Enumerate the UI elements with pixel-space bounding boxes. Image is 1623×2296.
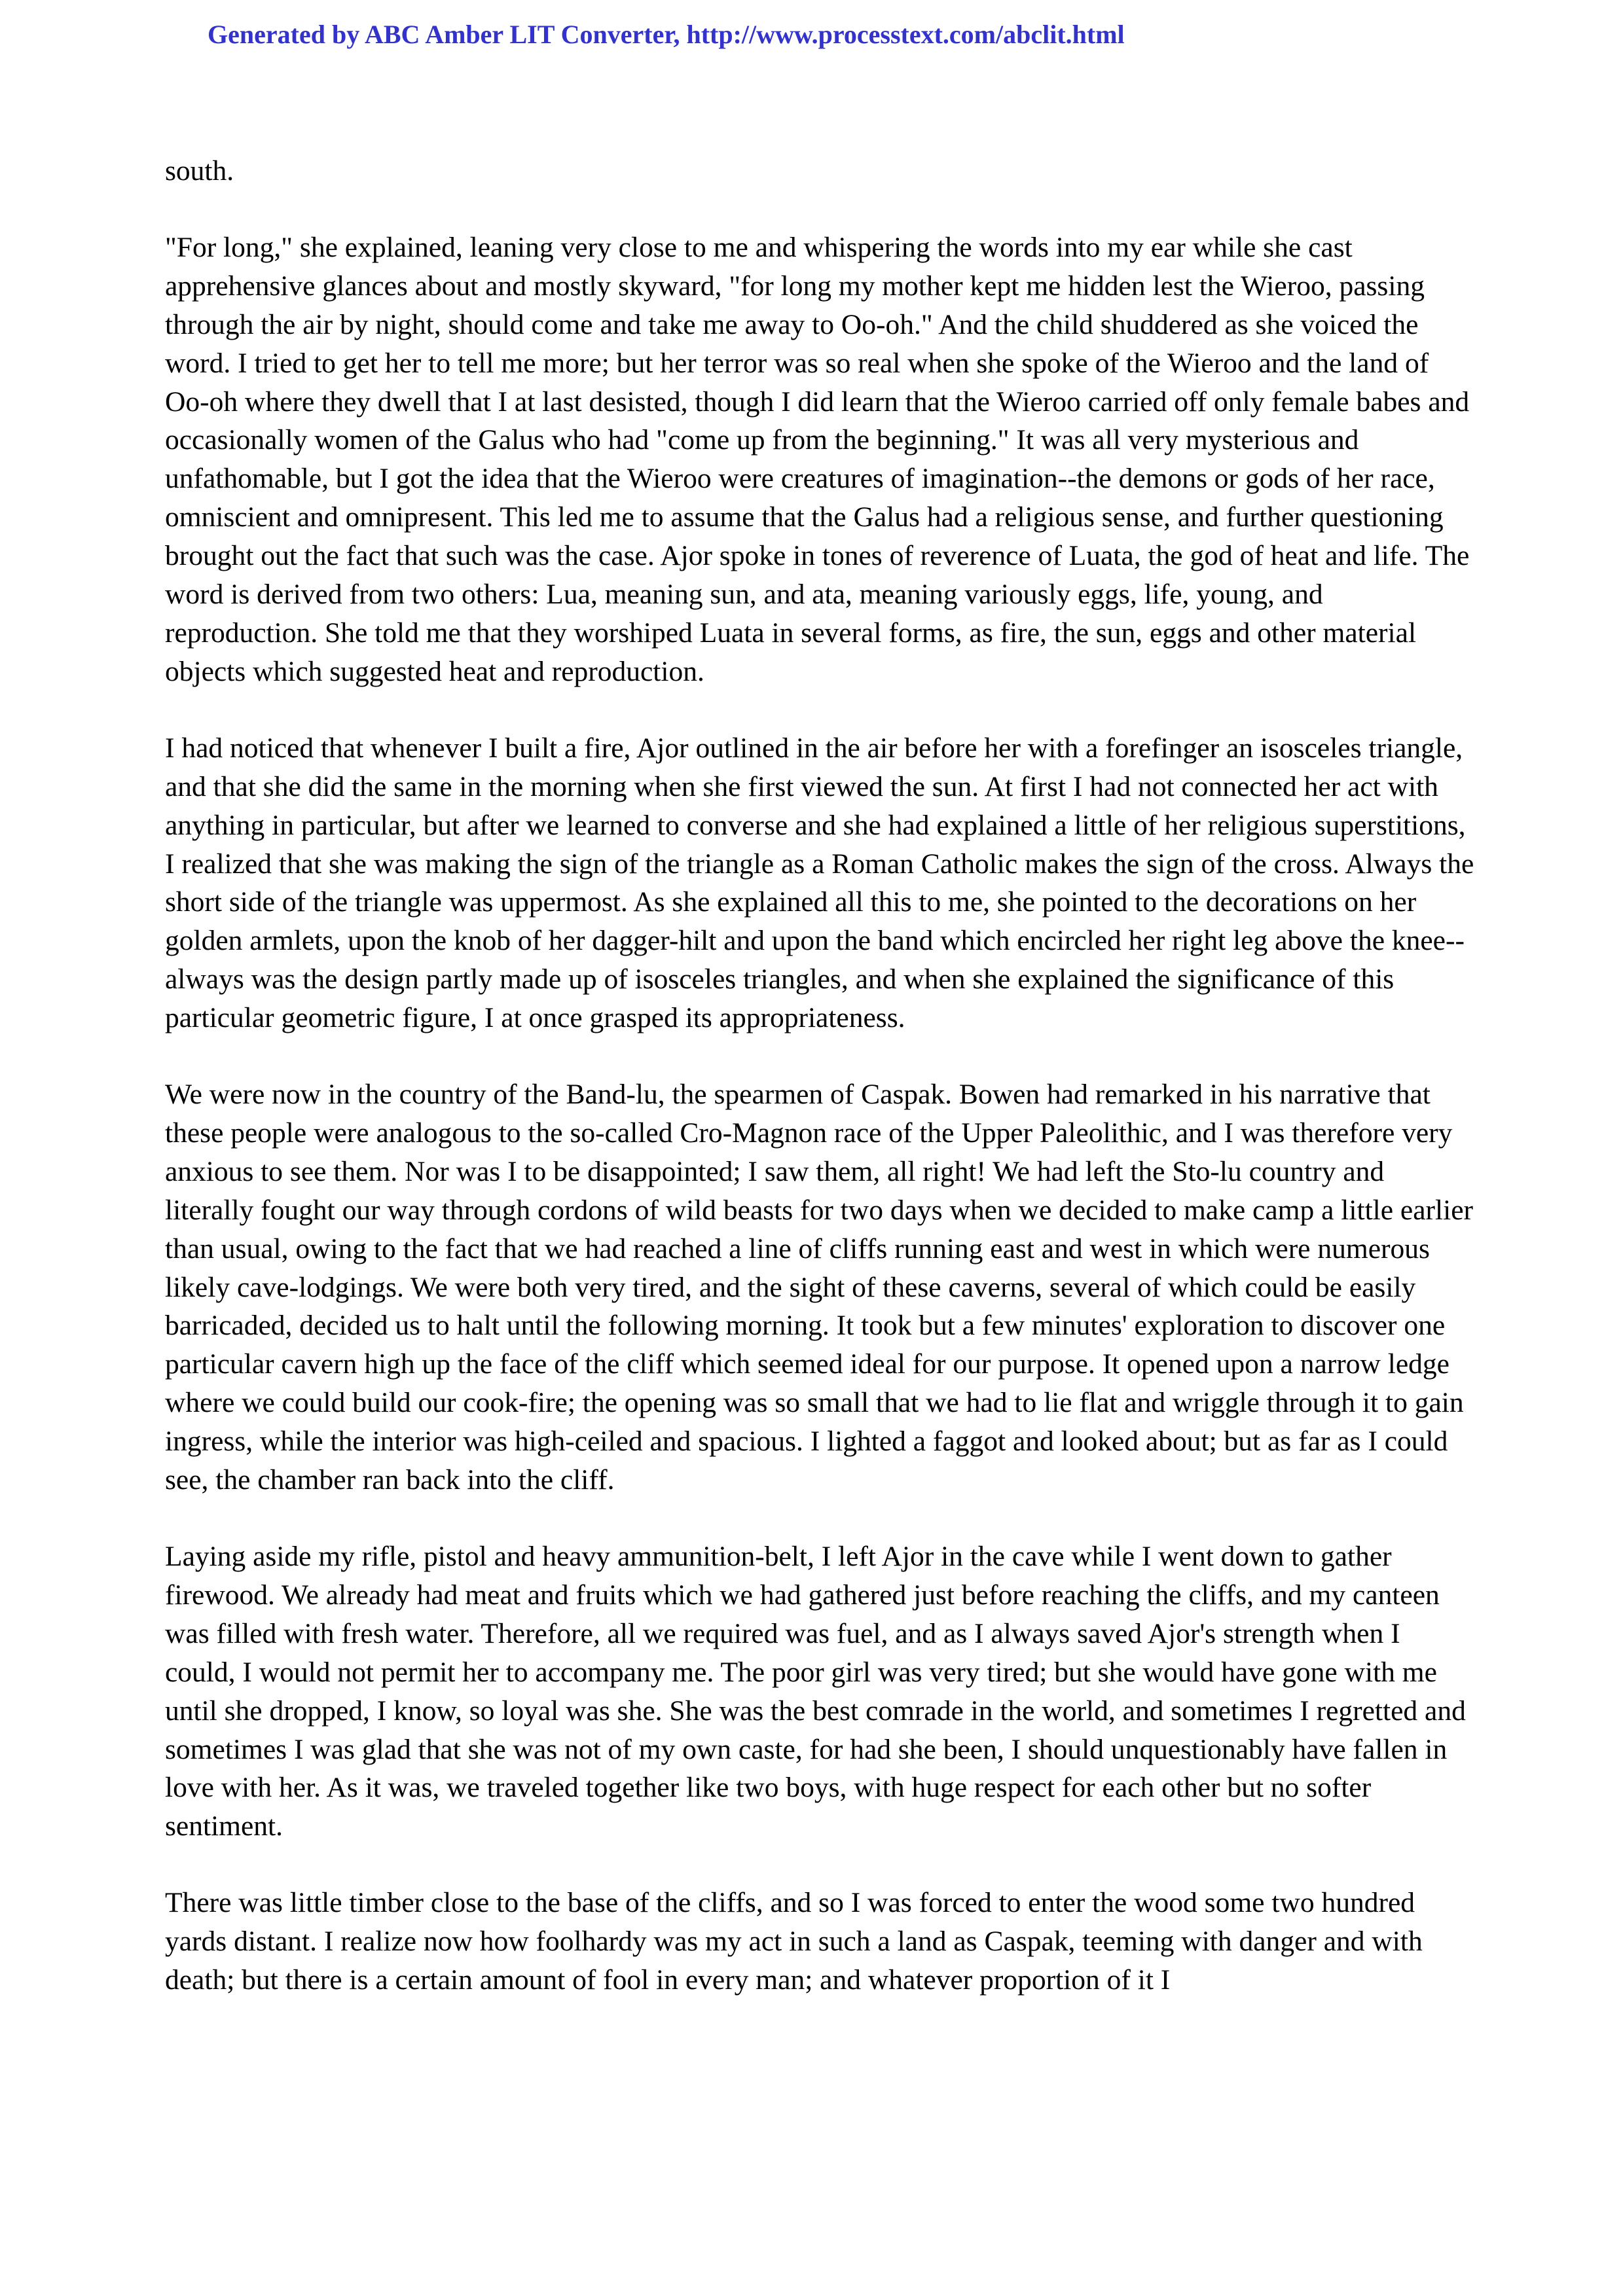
paragraph-5: Laying aside my rifle, pistol and heavy ammunition-belt, I left Ajor in the cave while I went down to gather firewood. We already had meat and fruits which we had gathered just before reaching the cliffs, and my canteen was filled with fresh water. Therefore, all we required was fuel, and as I always saved Ajor's strength when I could, I would not permit her to accompany me. The poor girl was very tired; but she would have gone with me until she dropped, I know, so loyal was she. She was the best comrade in the world, and sometimes I regretted and sometimes I was glad that she was not of my own caste, for had she been, I should unquestionably have fallen in love with her. As it was, we traveled together like two boys, with huge respect for each other but no softer sentiment. <box>165 1541 1466 1842</box>
paragraph-1: south. <box>165 155 234 187</box>
paragraph-3: I had noticed that whenever I built a fire, Ajor outlined in the air before her with a forefinger an isosceles triangle, and that she did the same in the morning when she first viewed the sun. At first I had not connected her act with anything in particular, but after we learned to converse and she had explained a little of her religious superstitions, I realized that she was making the sign of the triangle as a Roman Catholic makes the sign of the cross. Always the short side of the triangle was uppermost. As she explained all this to me, she pointed to the decorations on her golden armlets, upon the knob of her dagger-hilt and upon the band which encircled her right leg above the knee--always was the design partly made up of isosceles triangles, and when she explained the significance of this particular geometric figure, I at once grasped its appropriateness. <box>165 732 1474 1034</box>
document-body <box>165 152 1474 2000</box>
paragraph-6: There was little timber close to the base of the cliffs, and so I was forced to enter the wood some two hundred yards distant. I realize now how foolhardy was my act in such a land as Caspak, teeming with danger and with death; but there is a certain amount of fool in every man; and whatever proportion of it I <box>165 1887 1423 1996</box>
paragraph-4: We were now in the country of the Band-lu, the spearmen of Caspak. Bowen had remarked in his narrative that these people were analogous to the so-called Cro-Magnon race of the Upper Paleolithic, and I was therefore very anxious to see them. Nor was I to be disappointed; I saw them, all right! We had left the Sto-lu country and literally fought our way through cordons of wild beasts for two days when we decided to make camp a little earlier than usual, owing to the fact that we had reached a line of cliffs running east and west in which were numerous likely cave-lodgings. We were both very tired, and the sight of these caverns, several of which could be easily barricaded, decided us to halt until the following morning. It took but a few minutes' exploration to discover one particular cavern high up the face of the cliff which seemed ideal for our purpose. It opened upon a narrow ledge where we could build our cook-fire; the opening was so small that we had to lie flat and wriggle through it to gain ingress, while the interior was high-ceiled and spacious. I lighted a faggot and looked about; but as far as I could see, the chamber ran back into the cliff. <box>165 1079 1473 1496</box>
paragraph-2: "For long," she explained, leaning very close to me and whispering the words into my ear while she cast apprehensive glances about and mostly skyward, "for long my mother kept me hidden lest the Wieroo, passing through the air by night, should come and take me away to Oo-oh." And the child shuddered as she voiced the word. I tried to get her to tell me more; but her terror was so real when she spoke of the Wieroo and the land of Oo-oh where they dwell that I at last desisted, though I did learn that the Wieroo carried off only female babes and occasionally women of the Galus who had "come up from the beginning." It was all very mysterious and unfathomable, but I got the idea that the Wieroo were creatures of imagination--the demons or gods of her race, omniscient and omnipresent. This led me to assume that the Galus had a religious sense, and further questioning brought out the fact that such was the case. Ajor spoke in tones of reverence of Luata, the god of heat and life. The word is derived from two others: Lua, meaning sun, and ata, meaning variously eggs, life, young, and reproduction. She told me that they worshiped Luata in several forms, as fire, the sun, eggs and other material objects which suggested heat and reproduction. <box>165 231 1470 687</box>
converter-banner: Generated by ABC Amber LIT Converter, http://www.processtext.com/abclit.html <box>208 20 1125 49</box>
